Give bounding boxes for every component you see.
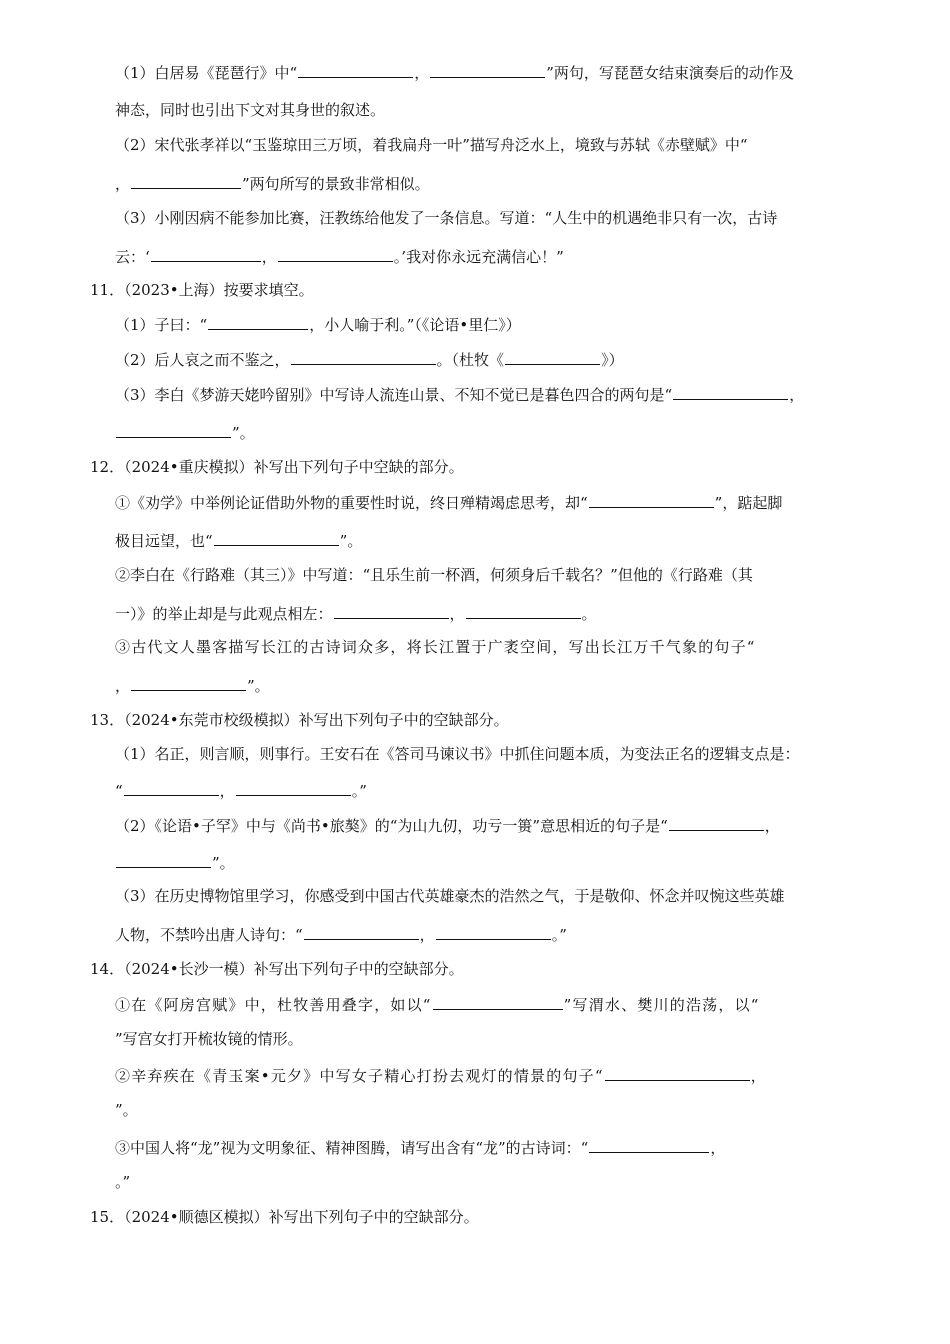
answer-blank[interactable] [214, 530, 339, 546]
answer-blank[interactable] [116, 422, 231, 438]
q10-part1-line1: （1）白居易《琵琶行》中“ ， ”两句，写琵琶女结束演奏后的动作及 [115, 64, 794, 82]
answer-blank[interactable] [304, 924, 419, 940]
q14-part3-line1: ③中国人将“龙”视为文明象征、精神图腾，请写出含有“龙”的古诗词：“ ， [115, 1139, 726, 1157]
q14-title: 14．（2024•长沙一模）补写出下列句子中的空缺部分。 [90, 960, 464, 978]
q11-part2: （2）后人哀之而不鉴之， 。（杜牧《 》） [115, 351, 624, 369]
q13-part1-line1: （1）名正，则言顺，则事行。王安石在《答司马谏议书》中抓住问题本质，为变法正名的逻辑支点是： [115, 745, 800, 763]
q13-part2-line2: ”。 [115, 852, 235, 873]
q11-part3-line1: （3）李白《梦游天姥吟留别》中写诗人流连山景、不知不觉已是暮色四合的两句是“ ， [115, 386, 805, 404]
q14-part3-line2: 。” [115, 1173, 131, 1191]
answer-blank[interactable] [430, 62, 545, 78]
q12-title: 12．（2024•重庆模拟）补写出下列句子中空缺的部分。 [90, 458, 464, 476]
answer-blank[interactable] [124, 780, 219, 796]
q15-title: 15．（2024•顺德区模拟）补写出下列句子中的空缺部分。 [90, 1208, 479, 1226]
q14-part2-line2: ”。 [115, 1101, 138, 1119]
answer-blank[interactable] [433, 994, 563, 1010]
q10-part3-line2: 云：‘ ， 。’我对你永远充满信心！” [115, 248, 564, 266]
q12-part1-line1: ①《劝学》中举例论证借助外物的重要性时说，终日殚精竭虑思考，却“ ”，踮起脚 [115, 494, 783, 512]
q14-part1-line1: ①在《阿房宫赋》中，杜牧善用叠字，如以“ ”写渭水、樊川的浩荡，以“ [115, 996, 760, 1014]
q14-part2-line1: ②辛弃疾在《青玉案•元夕》中写女子精心打扮去观灯的情景的句子“ ， [115, 1067, 767, 1085]
q12-part3-line1: ③古代文人墨客描写长江的古诗词众多，将长江置于广袤空间，写出长江万千气象的句子“ [115, 638, 756, 656]
q10-part1-line2: 神态，同时也引出下文对其身世的叙述。 [115, 101, 386, 119]
answer-blank[interactable] [334, 603, 449, 619]
answer-blank[interactable] [298, 62, 413, 78]
q11-part1: （1）子曰：“ ，小人喻于利。”（《论语•里仁》） [115, 316, 521, 334]
q12-part2-line1: ②李白在《行路难（其三）》中写道：“且乐生前一杯酒，何须身后千载名？”但他的《行路难（其 [115, 566, 753, 584]
q13-part3-line1: （3）在历史博物馆里学习，你感受到中国古代英雄豪杰的浩然之气，于是敬仰、怀念并叹惋这些英雄 [115, 887, 785, 905]
answer-blank[interactable] [291, 349, 436, 365]
answer-blank[interactable] [436, 924, 551, 940]
q12-part3-line2: ， ”。 [115, 677, 270, 695]
answer-blank[interactable] [466, 603, 581, 619]
answer-blank[interactable] [131, 173, 241, 189]
q11-part3-line2: ”。 [115, 422, 255, 443]
answer-blank[interactable] [278, 246, 393, 262]
q14-part1-line2: ”写宫女打开梳妆镜的情形。 [115, 1030, 303, 1048]
q10-part3-line1: （3）小刚因病不能参加比赛，汪教练给他发了一条信息。写道：“人生中的机遇绝非只有一次，古诗 [115, 209, 778, 227]
answer-blank[interactable] [605, 1065, 750, 1081]
answer-blank[interactable] [589, 1137, 709, 1153]
q13-part2-line1: （2）《论语•子罕》中与《尚书•旅獒》的“为山九仞，功亏一篑”意思相近的句子是“ ， [115, 817, 780, 835]
answer-blank[interactable] [589, 492, 714, 508]
q13-part1-line2: “ ， 。” [115, 782, 367, 800]
q13-title: 13．（2024•东莞市校级模拟）补写出下列句子中的空缺部分。 [90, 711, 509, 729]
answer-blank[interactable] [505, 349, 600, 365]
answer-blank[interactable] [151, 246, 261, 262]
q12-part2-line2: 一）》的举止却是与此观点相左： ， 。 [115, 605, 597, 623]
answer-blank[interactable] [208, 314, 308, 330]
q12-part1-line2: 极目远望，也“ ”。 [115, 532, 363, 550]
q10-part2-line2: ， ”两句所写的景致非常相似。 [115, 175, 430, 193]
answer-blank[interactable] [673, 384, 788, 400]
answer-blank[interactable] [116, 852, 211, 868]
q11-title: 11．（2023•上海）按要求填空。 [90, 281, 314, 299]
answer-blank[interactable] [131, 675, 246, 691]
answer-blank[interactable] [236, 780, 351, 796]
q13-part3-line2: 人物，不禁吟出唐人诗句：“ ， 。” [115, 926, 567, 944]
q10-part2-line1: （2）宋代张孝祥以“玉鉴琼田三万顷，着我扁舟一叶”描写舟泛水上，境致与苏轼《赤壁赋》中“ [115, 136, 748, 154]
answer-blank[interactable] [669, 815, 764, 831]
